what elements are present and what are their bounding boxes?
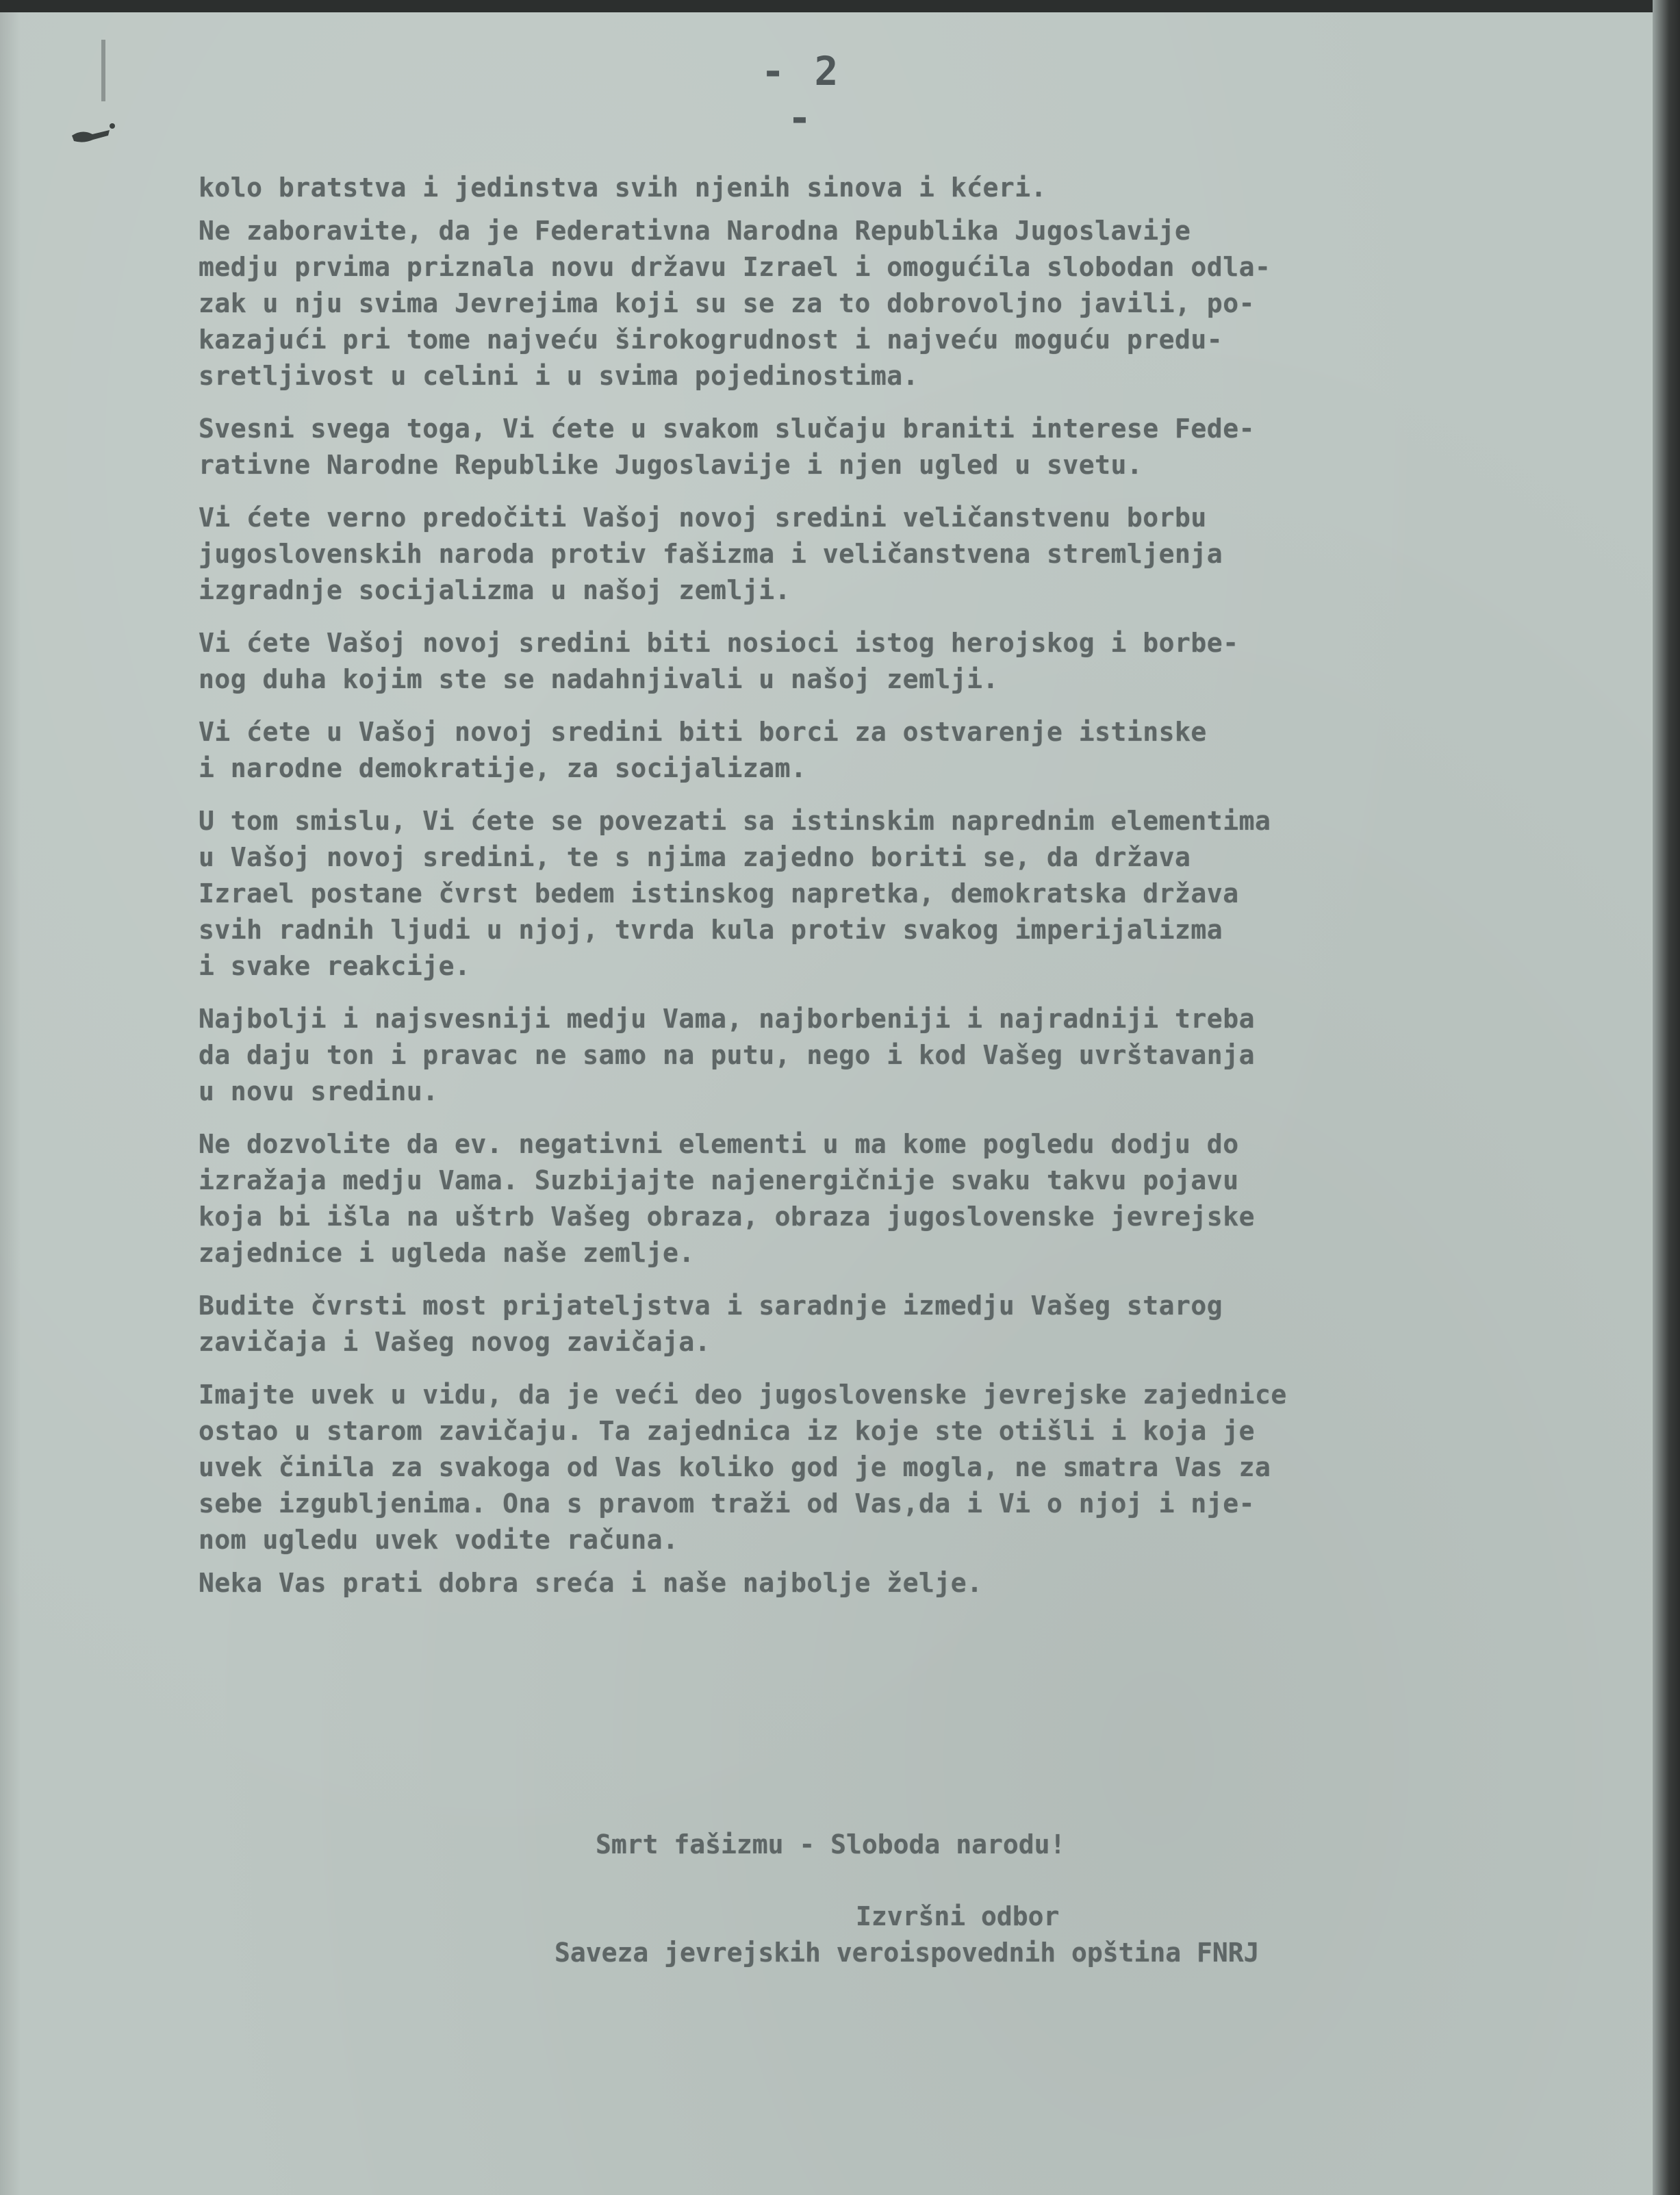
page-edge-shadow (0, 12, 21, 2195)
signature-committee: Izvršni odbor (856, 1901, 1060, 1931)
closing-slogan: Smrt fašizmu - Sloboda narodu! (596, 1829, 1066, 1860)
signature-federation: Saveza jevrejskih veroispovednih opština FNRJ (555, 1938, 1260, 1968)
page-number: - 2 - (761, 48, 841, 141)
paragraph-3: Svesni svega toga, Vi ćete u svakom slučaju braniti interese Fede- rativne Narodne Republike Jugoslavije i njen ugled u svetu. (199, 414, 1255, 480)
paragraph-1: kolo bratstva i jedinstva svih njenih sinova i kćeri. (199, 173, 1047, 203)
paragraph-7: U tom smislu, Vi ćete se povezati sa istinskim naprednim elementima u Vašoj novoj sredini, te s njima zajedno boriti se, da država Izrael postane čvrst bedem istinskog napretka, demokratska država svih radnih ljudi u njoj, tvrda kula protiv svakog imperijalizma i svake reakcije. (199, 806, 1271, 981)
paragraph-11: Imajte uvek u vidu, da je veći deo jugoslovenske jevrejske zajednice ostao u starom zavičaju. Ta zajednica iz koje ste otišli i koja je uvek činila za svakoga od Vas koliko god je mogla, ne smatra Vas za sebe izgubljenima. Ona s pravom traži od Vas,da i Vi o njoj i nje- nom ugledu uvek vodite računa. (199, 1380, 1287, 1555)
paragraph-5: Vi ćete Vašoj novoj sredini biti nosioci istog herojskog i borbe- nog duha kojim ste se nadahnjivali u našoj zemlji. (199, 628, 1239, 694)
ink-mark-icon (68, 115, 116, 156)
paragraph-9: Ne dozvolite da ev. negativni elementi u ma kome pogledu dodju do izražaja medju Vama. Suzbijajte najenergičnije svaku takvu pojavu koja bi išla na uštrb Vašeg obraza, obraza jugoslovenske jevrejske zajednice i ugleda naše zemlje. (199, 1129, 1255, 1268)
paragraph-2: Ne zaboravite, da je Federativna Narodna Republika Jugoslavije medju prvima priznala novu državu Izrael i omogućila slobodan odla- zak u nju svima Jevrejima koji su se za to dobrovoljno javili, po- kazajući pri tome najveću širokogrudnost i najveću moguću predu- sretljivost u celini i u svima pojedinostima. (199, 216, 1271, 391)
document-page (0, 12, 1653, 2195)
paragraph-8: Najbolji i najsvesniji medju Vama, najborbeniji i najradniji treba da daju ton i pravac ne samo na putu, nego i kod Vašeg uvrštavanja u novu sredinu. (199, 1004, 1255, 1106)
paragraph-10: Budite čvrsti most prijateljstva i saradnje izmedju Vašeg starog zavičaja i Vašeg novog zavičaja. (199, 1291, 1223, 1357)
scan-border-top (0, 0, 1680, 12)
letter-body (199, 170, 1622, 1608)
margin-mark (101, 40, 105, 101)
scan-border-right (1653, 0, 1680, 2195)
paragraph-6: Vi ćete u Vašoj novoj sredini biti borci za ostvarenje istinske i narodne demokratije, za socijalizam. (199, 717, 1207, 783)
paragraph-12: Neka Vas prati dobra sreća i naše najbolje želje. (199, 1568, 983, 1598)
paragraph-4: Vi ćete verno predočiti Vašoj novoj sredini veličanstvenu borbu jugoslovenskih naroda protiv fašizma i veličanstvena stremljenja izgradnje socijalizma u našoj zemlji. (199, 503, 1223, 605)
